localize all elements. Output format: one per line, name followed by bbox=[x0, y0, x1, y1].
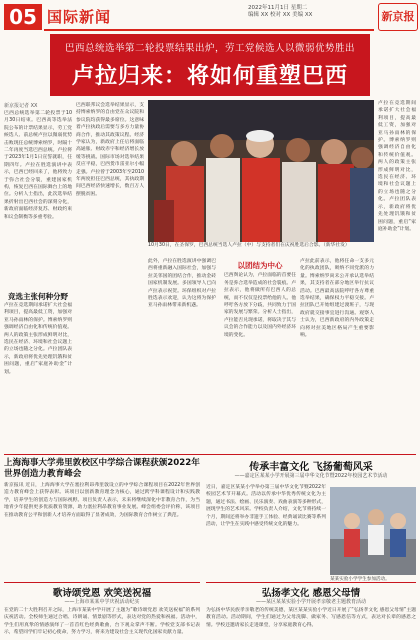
lead-column-4-text: 巴西舆论认为，卢拉面临的首要任务是弥合选举造成的社会裂痕。卢拉表示，他将做所有巴西人的总统，而不仅仅是投票给他的人。他呼吁各方放下分歧，共同致力于国家的发展与繁荣。分析人士指出，卢拉能否兑现承诺，将取决于其与议会的合作能力以及国内外经济环境的变化。 bbox=[224, 273, 296, 338]
lead-column-6: 卢拉在竞选期间承诺扩大社会福利项目，提高最低工资，加强对亚马孙雨林的保护。博索纳罗则强调经济自由化和传统价值观。两人的政策主张形成鲜明对比，选民在经济、环境和社会议题上的立场也随之分化。卢拉团队表示，新政府将优先处理饥饿和贫困问题，重启“家庭补助金”计划。 bbox=[378, 101, 416, 232]
article-celebration-subtitle: ——上海市某某中学庆祝活动纪实 bbox=[64, 599, 140, 605]
lead-column-1: 巴西总统选举第二轮投票于10月30日结束。巴西高等选举法院公布的计票结果显示，劳工党候选人、前总统卢拉以微弱优势击败现任总统博索纳罗，时隔十二年再度当选巴西总统。卢拉将于2023年1月1日宣誓就职，任期四年。卢拉在胜选演讲中表示，巴西已经回来了，他将致力于弥合社会分裂，重建国家机构，恢复巴西在国际舞台上的地位。分析人士指出，此次选举结果折射出巴西社会的深刻分化，新政府面临经济复苏、财政约束和议会制衡等多重考验。 bbox=[4, 111, 72, 220]
article-divider-right bbox=[206, 582, 416, 583]
lead-column-3: 此外，卢拉在胜选演讲中强调巴西将重新融入国际社会，加强与拉美邻国的团结合作，推动金砖国家机制发展。多国领导人已向卢拉表示祝贺。环保组织对卢拉胜选表示欢迎，认为这将为保护亚马孙雨林带来新机遇。 bbox=[148, 259, 216, 309]
lead-subhead-1: 竞选主张何种分野 bbox=[8, 292, 68, 301]
lead-column-1b: 卢拉在竞选期间承诺扩大社会福利项目，提高最低工资，加强对亚马孙雨林的保护。博索纳罗则强调经济自由化和传统价值观。两人的政策主张形成鲜明对比，选民在经济、环境和社会议题上的立场也随之分化。卢拉团队表示，新政府将优先处理饥饿和贫困问题，重启“家庭补助金”计划。 bbox=[4, 303, 72, 375]
article-shanghai-title: 上海海事大学弗里敦校区中学综合课程获颁2022年世界创造力教育峰会 bbox=[4, 458, 200, 479]
reporter-byline: 新京报记者 XX bbox=[4, 103, 38, 109]
newspaper-logo: 新京报 bbox=[378, 3, 418, 31]
article-divider-left bbox=[4, 582, 200, 583]
lead-photo bbox=[148, 100, 374, 242]
lead-column-4 bbox=[224, 258, 296, 450]
school-photo-caption: 某某实验小学学生参加活动。 bbox=[330, 577, 390, 582]
issue-date bbox=[248, 5, 368, 19]
section-divider bbox=[4, 454, 416, 455]
article-culture-title: 传承丰富文化 飞扬葡萄风采 bbox=[249, 462, 373, 473]
students-photo-illustration bbox=[330, 487, 416, 575]
article-celebration-body: 在党的二十大胜利召开之际，上海市某某中学开展了主题为“歌诗颂党恩 欢笑送祝福”的系列庆祝活动。全校师生通过合唱、诗朗诵、情景剧等形式，表达对党的热爱和祝福。活动中，学生们用真挚的情感演绎了一首首红色经典歌曲，台下观众掌声不断。学校党支部书记表示，希望同学们牢记初心使命，努力学习，将来为建设社会主义现代化国家贡献力量。 bbox=[4, 608, 200, 636]
article-culture-subtitle: ——嘉定区某某小学开展第三届中华文化节暨2022年校园艺术节活动 bbox=[234, 473, 388, 479]
page-number: 05 bbox=[4, 4, 42, 30]
main-headline: 卢拉归来：将如何重塑巴西 bbox=[71, 64, 348, 89]
article-celebration-title: 歌诗颂党恩 欢笑送祝福 bbox=[52, 588, 152, 599]
edition-text: 编辑 XX 校对 XX 美编 XX bbox=[248, 12, 313, 18]
lead-photo-caption: 10月30日，在圣保罗，巴西总统当选人卢拉（中）与支持者们在庆祝胜选后合影。（新华社发） bbox=[148, 243, 350, 248]
section-title: 国际新闻 bbox=[47, 8, 112, 26]
article-filial-title: 弘扬孝文化 感恩父母情 bbox=[261, 588, 361, 599]
lead-column-2: 巴西联邦议会选举结果显示，支持博索纳罗的自由党在众议院和参议院均获得最多席位。这意味着卢拉执政后需要与多方力量协商合作，推动其政策议程。经济学家认为，新政府上任后将面临高通胀、财政赤字和经济增长放缓等挑战。国际市场对选举结果反应平稳，巴西货币雷亚尔小幅走强。卢拉曾于2003年至2010年两度担任巴西总统，其执政期间巴西经济快速增长，数百万人摆脱贫困。 bbox=[76, 103, 144, 197]
headline-kicker: 巴西总统选举第二轮投票结果出炉，劳工党候选人以微弱优势胜出 bbox=[64, 43, 355, 54]
article-shanghai-body: 新京报讯 近日，上海海事大学在塞拉利昂弗里敦设立的中学综合课程项目在2022年世界创造力教育峰会上获得表彰。该项目以创新教育理念为核心，通过跨学科课程设计和实践教学，培养学生的创造力与国际视野。项目负责人表示，未来将继续深化中非教育合作，为当地青少年提供更多优质教育资源，助力塞拉利昂教育事业发展。峰会组委会评价称，该项目在推动教育公平和创新人才培养方面取得了显著成效，为国际教育合作树立了典范。 bbox=[4, 483, 200, 518]
article-filial-subtitle: ——某区某某实验小学开展孝亲敬老主题教育活动 bbox=[255, 599, 366, 605]
masthead-rule bbox=[44, 29, 374, 31]
lead-column-5: 卢拉此前表示，他将任命一支多元化的执政团队，吸纳不同党派的力量。博索纳罗尚未公开承认选举结果，其支持者在部分地区举行抗议活动。巴西最高法院呼吁各方尊重选举结果，确保权力平稳交接。卢拉团队已开始组建过渡班子，与现政府就交接事宜进行沟通。观察人士认为，巴西新政府的内外政策走向将对拉美地区格局产生重要影响。 bbox=[300, 259, 374, 339]
masthead bbox=[0, 0, 420, 34]
headline-banner bbox=[50, 34, 370, 96]
lead-subhead-2: 以团结为中心 bbox=[237, 261, 283, 270]
article-culture-body: 近日，嘉定区某某小学举办第三届中华文化节暨2022年校园艺术节开幕式。活动以传承中华优秀传统文化为主题，通过书法、绘画、民乐演奏、戏曲表演等多种形式，展现学生的艺术风采。学校负责人介绍，文化节将持续一个月，期间还将举办非遗手工体验、经典诵读比赛等系列活动，让学生在实践中感受传统文化的魅力。 bbox=[206, 485, 326, 528]
article-filial-body: 为弘扬中华民族孝亲敬老的传统美德，某区某某实验小学近日开展了“弘扬孝文化 感恩父母情”主题教育活动。活动期间，学生们通过为父母洗脚、做家务、写感恩信等方式，表达对长辈的感恩之情。学校还邀请家长走进课堂，分享家庭教育心得。 bbox=[206, 608, 416, 628]
crowd-photo-illustration bbox=[148, 100, 374, 242]
date-text: 2022年11月1日 星期二 bbox=[248, 5, 308, 11]
school-photo bbox=[330, 487, 416, 575]
